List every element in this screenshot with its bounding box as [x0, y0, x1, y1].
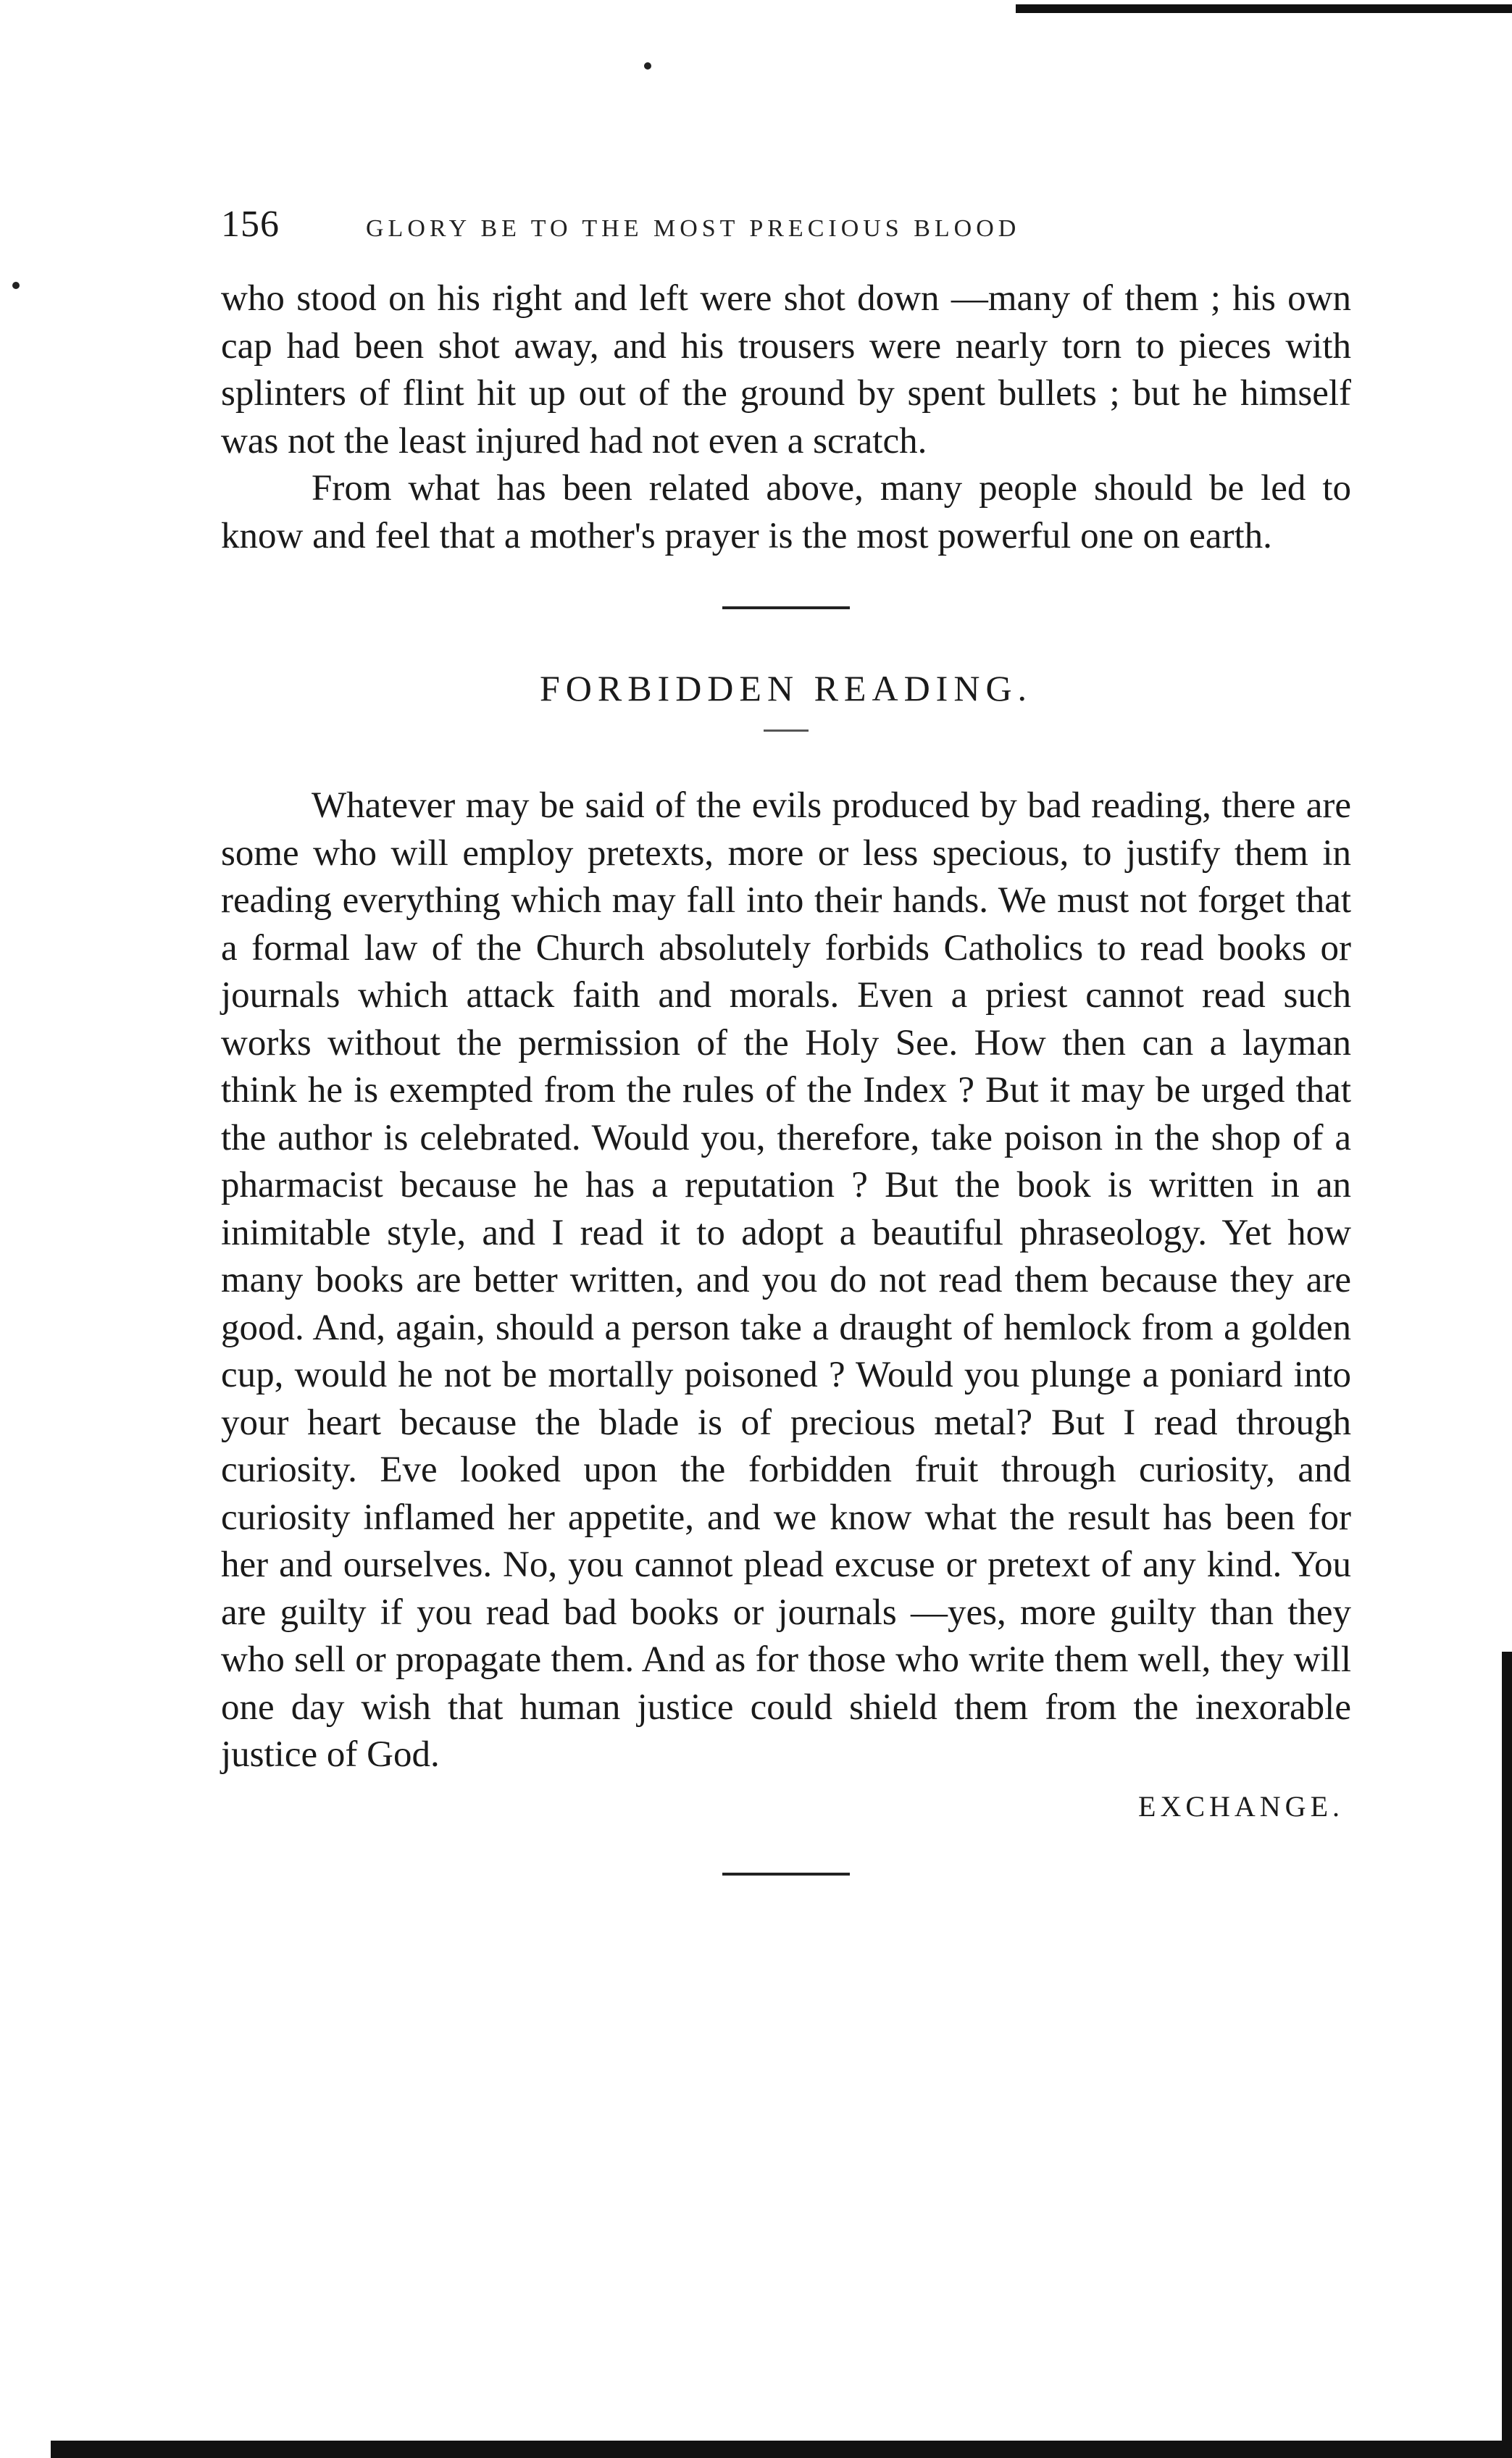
- top-border-rule: [1016, 4, 1512, 13]
- paragraph-continuation: who stood on his right and left were shot down —many of them ; his own cap had been shot away, and his trousers were nearly torn to pieces with splinters of flint hit up out of the ground by spent bullets ; but he himself was not the least injured had not even a scratch.: [221, 278, 1351, 461]
- page-number: 156: [221, 204, 280, 245]
- running-title: GLORY BE TO THE MOST PRECIOUS BLOOD: [366, 215, 1021, 242]
- section-heading: FORBIDDEN READING.: [539, 668, 1033, 708]
- book-page: [221, 203, 1351, 1876]
- bottom-border-rule: [51, 2441, 1512, 2458]
- heading-underline: [764, 730, 809, 732]
- running-head: [221, 203, 1351, 275]
- closing-divider: [722, 1873, 850, 1876]
- source-signature: EXCHANGE.: [1138, 1789, 1344, 1823]
- ink-speck: [12, 282, 20, 289]
- section-divider: [722, 606, 850, 609]
- ink-speck: [644, 62, 651, 70]
- section-body: Whatever may be said of the evils produced by bad reading, there are some who will employ pretexts, more or less specious, to justify them in reading everything which may fall into their hands. We must not forget that a formal law of the Church absolutely forbids Catholics to read books or journals which attack faith and morals. Even a priest cannot read such works without the permission of the Holy See. How then can a layman think he is exempted from the rules of the Index ? But it may be urged that the author is celebrated. Would you, therefore, take poison in the shop of a pharmacist because he has a reputation ? But the book is written in an inimitable style, and I read it to adopt a beautiful phraseology. Yet how many books are better written, and you do not read them because they are good. And, again, should a person take a draught of hemlock from a golden cup, would he not be mortally poisoned ? Would you plunge a poniard into your heart because the blade is of precious metal? But I read through curiosity. Eve looked upon the forbidden fruit through curiosity, and curiosity inflamed her appetite, and we know what the result has been for her and ourselves. No, you cannot plead excuse or pretext of any kind. You are guilty if you read bad books or journals —yes, more guilty than they who sell or propagate them. And as for those who write them well, they will one day wish that human justice could shield them from the inexorable justice of God.: [221, 785, 1351, 1775]
- right-border-rule: [1502, 1652, 1512, 2458]
- paragraph-mothers-prayer: From what has been related above, many people should be led to know and feel that a mother's prayer is the most powerful one on earth.: [221, 468, 1351, 556]
